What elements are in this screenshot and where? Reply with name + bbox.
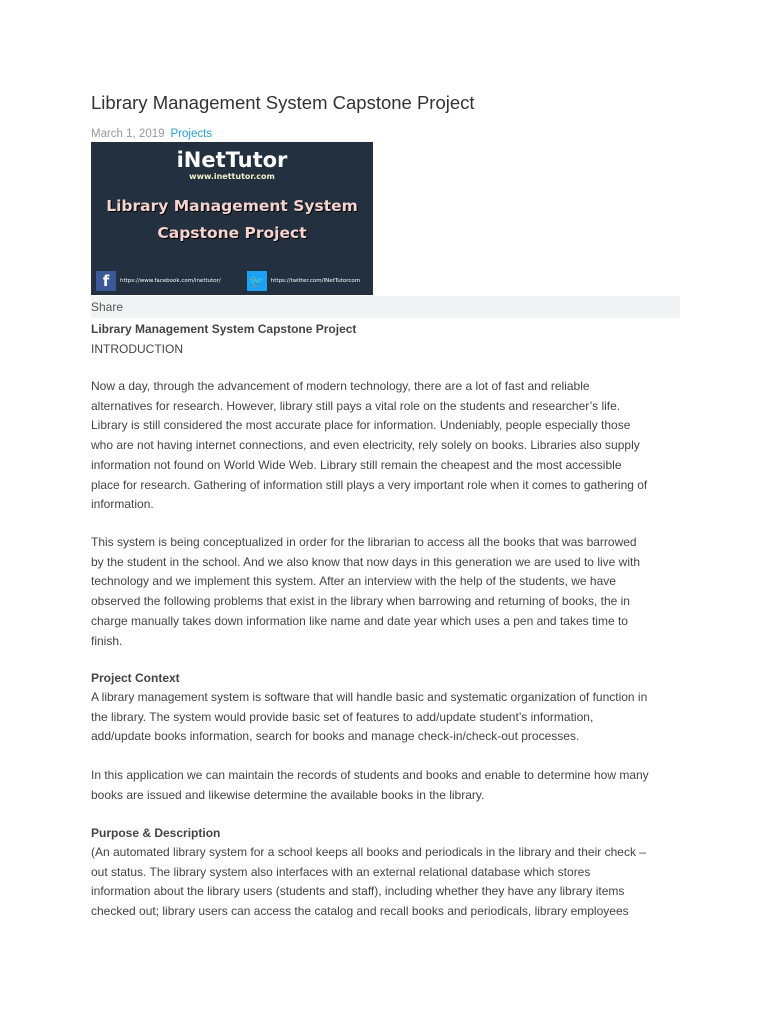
banner-brand: iNetTutor	[176, 148, 288, 172]
paragraph-1	[91, 377, 647, 515]
banner-title: Library Management System Capstone Project	[106, 197, 358, 242]
page-title: Library Management System Capstone Project	[91, 92, 475, 113]
text-line: checked out; library users can access the catalog and recall books and periodicals, library employees	[91, 904, 629, 919]
twitter-icon: 🐦	[247, 271, 267, 291]
text-line: books are issued and likewise determine the available books in the library.	[91, 787, 485, 802]
text-line: information not found on World Wide Web. Library still remain the cheapest and the most accessible	[91, 457, 622, 472]
banner-site: www.inettutor.com	[189, 172, 275, 181]
text-line: Library is still considered the most accurate place for information. Undeniably, people especially those	[91, 418, 631, 433]
paragraph-2	[91, 533, 640, 651]
text-line: A library management system is software that will handle basic and systematic organization of function in	[91, 690, 648, 704]
text-line: Now a day, through the advancement of modern technology, there are a lot of fast and reliable	[91, 379, 590, 393]
text-line: information about the library users (students and staff), including whether they have any library items	[91, 884, 625, 899]
text-line: place for research. Gathering of information still plays a very important role when it comes to gathering of	[91, 477, 648, 492]
post-date: March 1, 2019	[91, 128, 165, 140]
paragraph-5	[91, 843, 646, 922]
twitter-url: https://twitter.com/INetTutorcom	[270, 278, 361, 284]
text-line: In this application we can maintain the records of students and books and enable to determine how many	[91, 768, 649, 782]
featured-image	[91, 142, 373, 295]
text-line: information.	[91, 497, 154, 512]
paragraph-3	[91, 688, 647, 747]
intro-label: INTRODUCTION	[91, 342, 183, 356]
purpose-heading: Purpose & Description	[91, 826, 221, 840]
text-line: add/update books information, search for books and manage check-in/check-out processes.	[91, 729, 580, 744]
text-line: charge manually takes down information like name and date year which uses a pen and takes time to	[91, 613, 628, 628]
text-line: This system is being conceptualized in order for the librarian to access all the books that was barrowed	[91, 535, 637, 549]
text-line: out status. The library system also interfaces with an external relational database which stores	[91, 864, 591, 879]
banner-social	[96, 271, 360, 291]
text-line: (An automated library system for a school keeps all books and periodicals in the library and their check –	[91, 845, 646, 859]
category-link[interactable]: Projects	[170, 128, 213, 140]
text-line: who are not having internet connections, and even electricity, rely solely on books. Libraries also supply	[91, 438, 640, 453]
text-line: finish.	[91, 633, 123, 648]
post-meta	[91, 128, 212, 140]
facebook-icon: f	[96, 271, 116, 291]
facebook-url: https://www.facebook.com/inettutor/	[120, 278, 221, 284]
article-heading: Library Management System Capstone Project	[91, 322, 357, 336]
text-line: technology and we implement this system. After an interview with the help of the students, we have	[91, 574, 616, 589]
text-line: alternatives for research. However, library still pays a vital role on the students and researcher’s life.	[91, 398, 621, 413]
project-context-heading: Project Context	[91, 671, 180, 685]
text-line: observed the following problems that exist in the library when barrowing and returning of books, the in	[91, 594, 630, 609]
text-line: by the student in the school. And we also know that now days in this generation we are used to live with	[91, 554, 640, 569]
text-line: the library. The system would provide basic set of features to add/update student’s information,	[91, 709, 594, 724]
share-button[interactable]: Share	[91, 296, 680, 318]
paragraph-4	[91, 766, 649, 805]
